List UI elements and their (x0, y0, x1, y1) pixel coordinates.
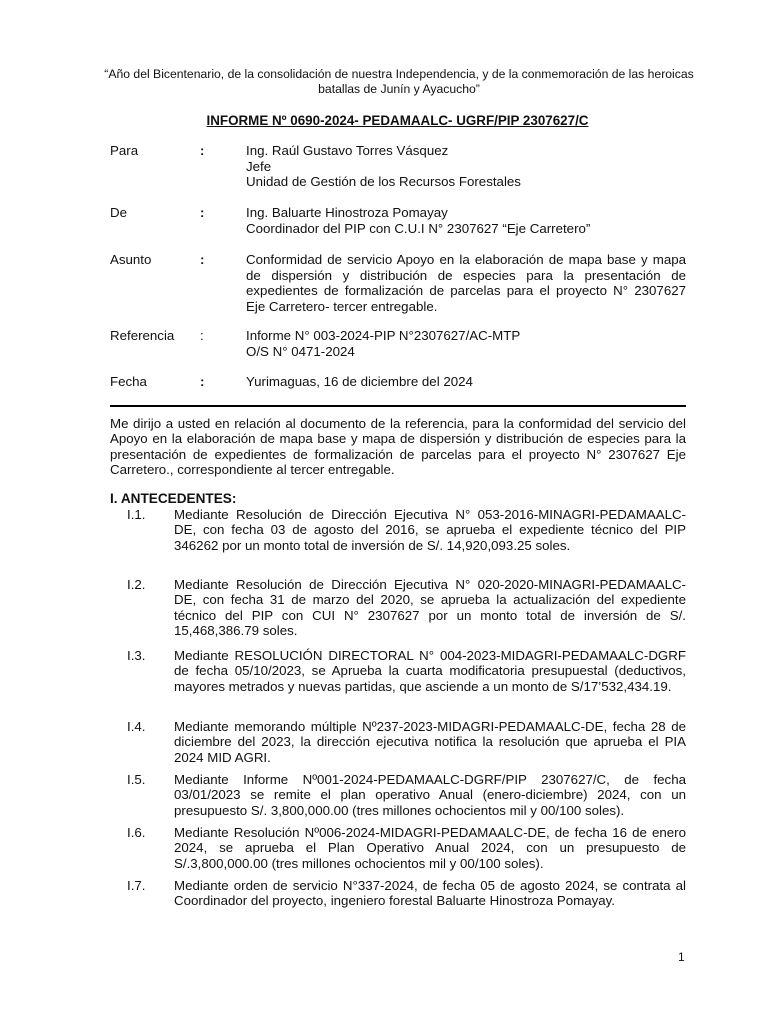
page-number: 1 (678, 950, 685, 964)
subject-text: Conformidad de servicio Apoyo en la elaboración de mapa base y mapa de dispersión y distribución de especies para la presentación de expedientes de formalización de parcelas para el proyecto N° 2307627 Eje Carretero- tercer entregable. (246, 252, 686, 314)
sender-name: Ing. Baluarte Hinostroza Pomayay (246, 205, 448, 220)
item-text: Mediante memorando múltiple Nº237-2023-MIDAGRI-PEDAMAALC-DE, fecha 28 de diciembre del 2023, la dirección ejecutiva notifica la resolución que aprueba el PIA 2024 MID AGRI. (174, 719, 686, 765)
field-colon: : (200, 374, 205, 389)
item-number: I.1. (127, 507, 146, 522)
field-label: De (110, 205, 127, 220)
field-referencia (110, 328, 690, 360)
field-fecha (110, 374, 690, 390)
header-divider (110, 405, 686, 407)
item-text: Mediante orden de servicio N°337-2024, de fecha 05 de agosto 2024, se contrata al Coordinador del proyecto, ingeniero forestal Baluarte Hinostroza Pomayay. (174, 878, 686, 909)
field-para (110, 143, 690, 191)
field-asunto (110, 252, 690, 316)
item-text: Mediante RESOLUCIÓN DIRECTORAL N° 004-2023-MIDAGRI-PEDAMAALC-DGRF de fecha 05/10/2023, se Aprueba la cuarta modificatoria presupuestal (deductivos, mayores metrados y nuevas partidas, que asciende a un monto de S/17’532,434.19. (174, 648, 686, 694)
field-label: Fecha (110, 374, 147, 389)
sender-role: Coordinador del PIP con C.U.I N° 2307627 “Eje Carretero” (246, 220, 591, 236)
field-colon: : (200, 328, 204, 343)
recipient-role: Jefe (246, 158, 272, 174)
item-number: I.2. (127, 577, 146, 592)
recipient-unit: Unidad de Gestión de los Recursos Forestales (246, 174, 521, 189)
field-label: Para (110, 143, 139, 158)
field-colon: : (200, 252, 205, 267)
field-value (246, 328, 686, 359)
year-motto: “Año del Bicentenario, de la consolidación de nuestra Independencia, y de la conmemoración de las heroicas batallas de Junín y Ayacucho” (104, 67, 694, 96)
item-number: I.4. (127, 719, 146, 734)
item-number: I.7. (127, 878, 146, 893)
date-text: Yurimaguas, 16 de diciembre del 2024 (246, 374, 473, 389)
reference-report: Informe N° 003-2024-PIP N°2307627/AC-MTP (246, 328, 521, 343)
field-colon: : (200, 143, 205, 158)
report-title: INFORME Nº 0690-2024- PEDAMAALC- UGRF/PIP 2307627/C (206, 113, 589, 128)
intro-paragraph: Me dirijo a usted en relación al documento de la referencia, para la conformidad del servicio del Apoyo en la elaboración de mapa base y mapa de dispersión y distribución de especies para la presentación de expedientes de formalización de parcelas para el proyecto N° 2307627 Eje Carretero., correspondiente al tercer entregable. (110, 416, 686, 477)
field-value (246, 205, 686, 236)
item-number: I.5. (127, 772, 146, 787)
item-text: Mediante Resolución Nº006-2024-MIDAGRI-PEDAMAALC-DE, de fecha 16 de enero 2024, se aprueba el Plan Operativo Anual 2024, con un presupuesto de S/.3,800,000.00 (tres millones ochocientos mil y 00/100 soles). (174, 825, 686, 871)
item-number: I.3. (127, 648, 146, 663)
field-label: Asunto (110, 252, 152, 267)
item-text: Mediante Informe Nº001-2024-PEDAMAALC-DGRF/PIP 2307627/C, de fecha 03/01/2023 se remite el plan operativo Anual (enero-diciembre) 2024, con un presupuesto S/. 3,800,000.00 (tres millones ochocientos mil y 00/100 soles). (174, 772, 686, 818)
field-label: Referencia (110, 328, 175, 343)
field-value (246, 143, 686, 190)
reference-order: O/S N° 0471-2024 (246, 343, 355, 359)
item-text: Mediante Resolución de Dirección Ejecutiva N° 020-2020-MINAGRI-PEDAMAALC-DE, con fecha 31 de marzo del 2020, se aprueba la actualización del expediente técnico del PIP con CUI N° 2307627 por un monto total de inversión de S/. 15,468,386.79 soles. (174, 577, 686, 638)
recipient-name: Ing. Raúl Gustavo Torres Vásquez (246, 143, 449, 158)
field-colon: : (200, 205, 205, 220)
field-de (110, 205, 690, 237)
item-number: I.6. (127, 825, 146, 840)
section-heading: I. ANTECEDENTES: (110, 491, 237, 506)
item-text: Mediante Resolución de Dirección Ejecutiva N° 053-2016-MINAGRI-PEDAMAALC-DE, con fecha 03 de agosto del 2016, se aprueba el expediente técnico del PIP 346262 por un monto total de inversión de S/. 14,920,093.25 soles. (174, 507, 686, 553)
